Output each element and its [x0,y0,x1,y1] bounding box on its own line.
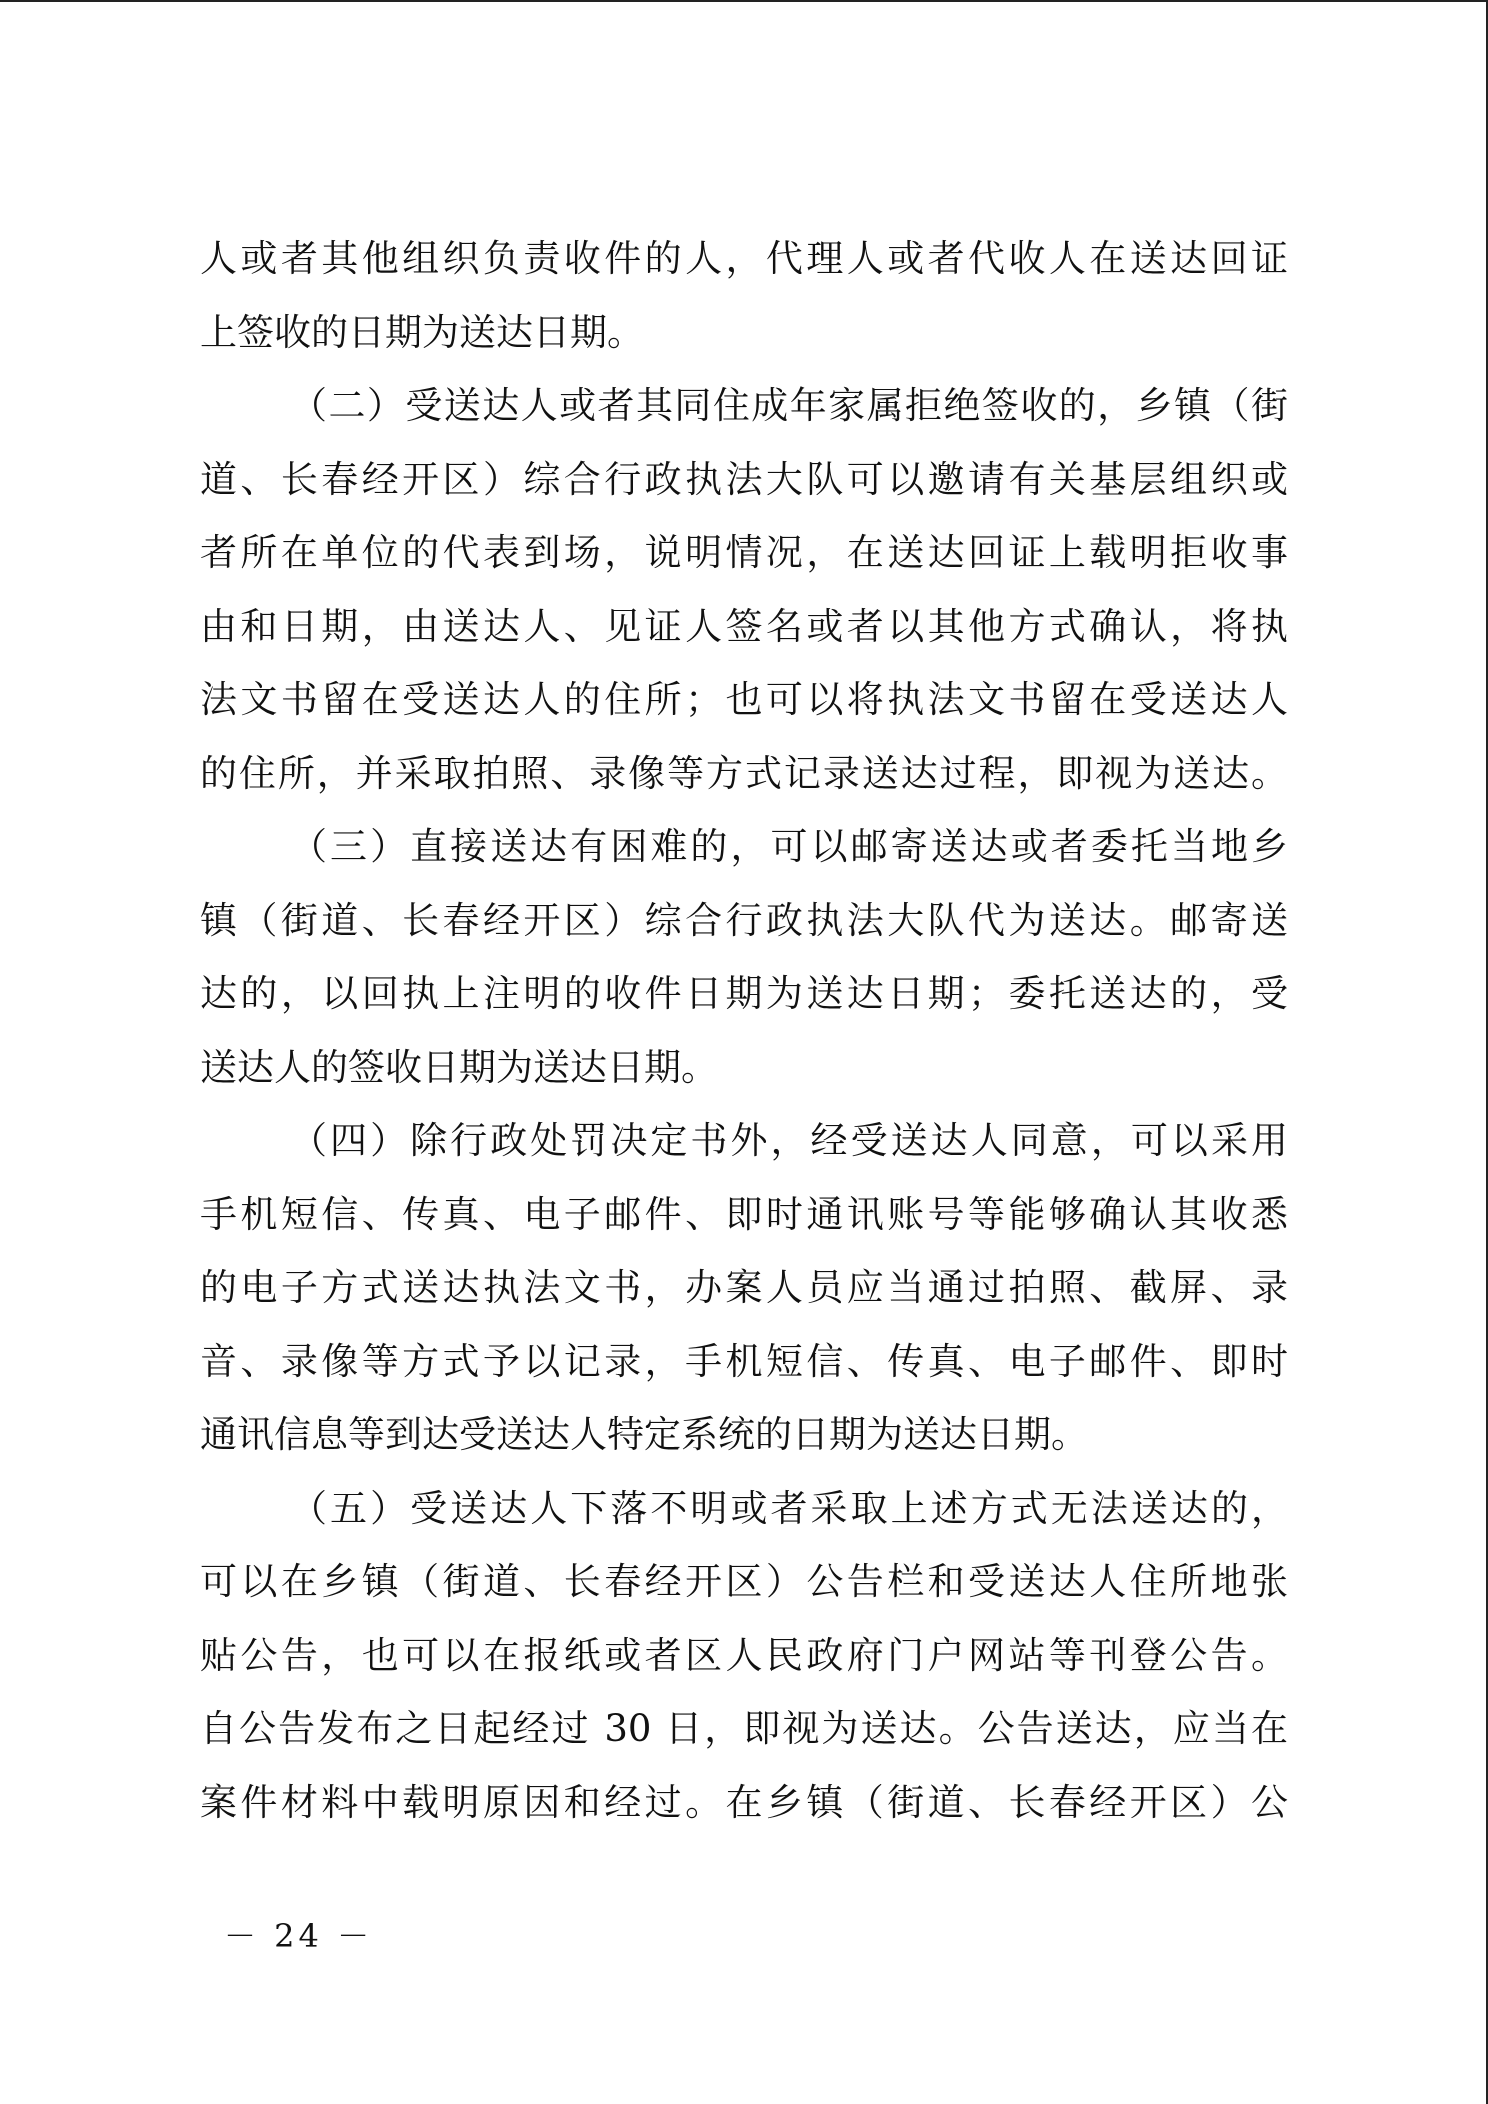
text-line: 由和日期，由送达人、见证人签名或者以其他方式确认，将执 [200,604,1288,648]
text-line: （四）除行政处罚决定书外，经受送达人同意，可以采用 [290,1119,1288,1162]
text-line: 道、长春经开区）综合行政执法大队可以邀请有关基层组织或 [200,457,1288,501]
text-line: 贴公告，也可以在报纸或者区人民政府门户网站等刊登公告。 [200,1633,1288,1677]
text-line: 通讯信息等到达受送达人特定系统的日期为送达日期。 [200,1413,1088,1456]
text-line: （三）直接送达有困难的，可以邮寄送达或者委托当地乡 [290,825,1288,868]
text-line: （五）受送达人下落不明或者采取上述方式无法送达的， [290,1486,1288,1530]
page-number: － 24 － [224,1917,374,1955]
text-line: 上签收的日期为送达日期。 [200,310,644,354]
text-line: 可以在乡镇（街道、长春经开区）公告栏和受送达人住所地张 [200,1560,1288,1603]
text-line: 镇（街道、长春经开区）综合行政执法大队代为送达。邮寄送 [200,898,1288,942]
text-line: 人或者其他组织负责收件的人，代理人或者代收人在送达回证 [200,237,1288,280]
document-body [200,222,1288,1839]
text-line: 音、录像等方式予以记录，手机短信、传真、电子邮件、即时 [200,1339,1288,1383]
text-line: 自公告发布之日起经过 30 日，即视为送达。公告送达，应当在 [200,1707,1288,1750]
text-line: （二）受送达人或者其同住成年家属拒绝签收的，乡镇（街 [290,384,1288,427]
text-line: 的住所，并采取拍照、录像等方式记录送达过程，即视为送达。 [200,751,1288,795]
text-line: 送达人的签收日期为送达日期。 [200,1045,718,1089]
text-line: 者所在单位的代表到场，说明情况，在送达回证上载明拒收事 [200,531,1288,574]
text-line: 手机短信、传真、电子邮件、即时通讯账号等能够确认其收悉 [200,1192,1288,1236]
text-line: 案件材料中载明原因和经过。在乡镇（街道、长春经开区）公 [200,1780,1288,1824]
text-line: 法文书留在受送达人的住所；也可以将执法文书留在受送达人 [200,678,1288,721]
text-line: 的电子方式送达执法文书，办案人员应当通过拍照、截屏、录 [200,1266,1288,1309]
text-line: 达的，以回执上注明的收件日期为送达日期；委托送达的，受 [200,972,1288,1015]
